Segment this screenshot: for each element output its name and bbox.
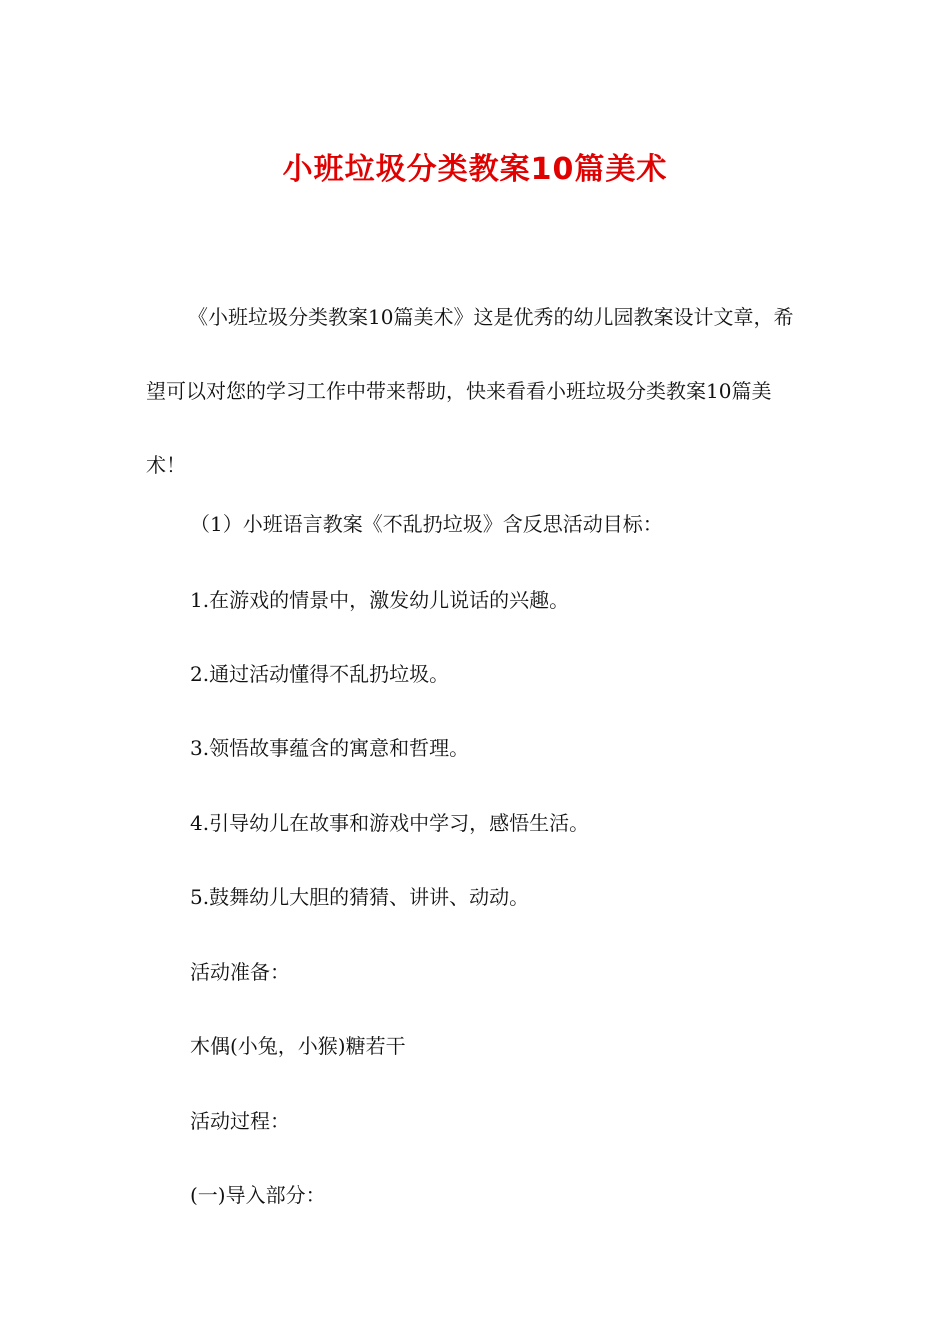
goal-item-2: 2.通过活动懂得不乱扔垃圾。 xyxy=(190,662,450,686)
process-part-1-heading: (一)导入部分： xyxy=(190,1183,326,1207)
document-title: 小班垃圾分类教案10篇美术 xyxy=(282,152,668,187)
preparation-materials: 木偶(小兔，小猴)糖若干 xyxy=(190,1034,406,1058)
intro-paragraph: 《小班垃圾分类教案10篇美术》这是优秀的幼儿园教案设计文章，希望可以对您的学习工作中带来帮助，快来看看小班垃圾分类教案10篇美术！ xyxy=(146,305,794,477)
goal-item-1: 1.在游戏的情景中，激发幼儿说话的兴趣。 xyxy=(190,588,570,612)
process-heading: 活动过程： xyxy=(190,1109,290,1133)
preparation-heading: 活动准备： xyxy=(190,960,290,984)
goal-item-4: 4.引导幼儿在故事和游戏中学习，感悟生活。 xyxy=(190,811,590,835)
goal-item-3: 3.领悟故事蕴含的寓意和哲理。 xyxy=(190,736,470,760)
goal-item-5: 5.鼓舞幼儿大胆的猜猜、讲讲、动动。 xyxy=(190,885,530,909)
section-heading-1: （1）小班语言教案《不乱扔垃圾》含反思活动目标： xyxy=(190,512,663,536)
